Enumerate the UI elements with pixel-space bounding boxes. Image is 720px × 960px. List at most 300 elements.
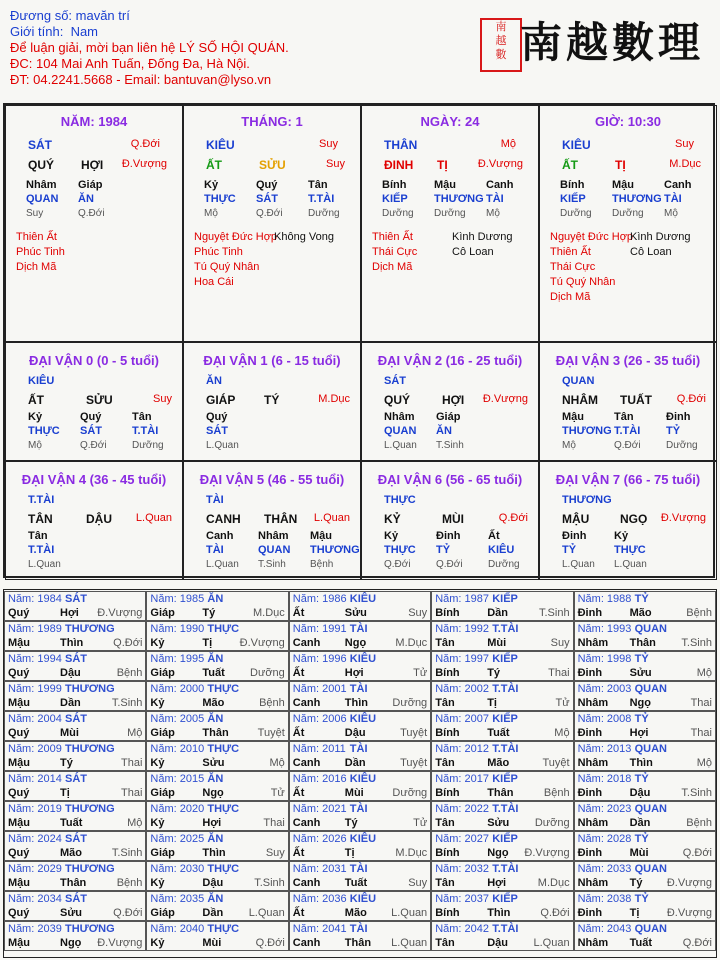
year-god: TÀI xyxy=(349,863,368,875)
year-stage: Thai xyxy=(120,787,143,799)
year-label: Năm: 2005 xyxy=(150,713,205,725)
year-can: Bính xyxy=(435,607,460,619)
year-chi: Hợi xyxy=(487,877,507,889)
year-can: Canh xyxy=(292,817,321,829)
hidden-stem: Canh xyxy=(206,530,234,542)
year-cell xyxy=(146,801,288,831)
hidden-stage: Mộ xyxy=(204,208,218,219)
dai-van-can: TÂN xyxy=(28,512,53,526)
year-label: Năm: 1994 xyxy=(8,653,62,665)
pillar-can: ẤT xyxy=(206,158,222,172)
year-stage: Q.Đới xyxy=(113,637,143,649)
year-label: Năm: 2042 xyxy=(435,923,489,935)
year-can: Bính xyxy=(435,787,460,799)
hidden-stem: Quý xyxy=(256,179,278,191)
hidden-god: T.TÀI xyxy=(308,193,335,205)
hidden-stem: Đinh xyxy=(666,411,691,423)
address-line: ĐC: 104 Mai Anh Tuấn, Đống Đa, Hà Nội. xyxy=(10,56,250,71)
pillar-god: KIÊU xyxy=(562,138,591,152)
pillar-chi: TỊ xyxy=(437,158,448,172)
dai-van-status: Q.Đới xyxy=(498,512,528,524)
year-chi: Tuất xyxy=(60,817,83,829)
year-stage: Dưỡng xyxy=(392,787,428,799)
year-stage: Thai xyxy=(690,697,712,709)
year-chi: Ngọ xyxy=(60,937,82,949)
year-label: Năm: 1989 xyxy=(8,623,62,635)
year-label: Năm: 1998 xyxy=(577,653,632,665)
year-can: Tân xyxy=(435,877,455,889)
year-cell xyxy=(4,621,146,651)
year-chi: Tị xyxy=(202,637,213,649)
hidden-god: T.TÀI xyxy=(614,425,641,437)
hidden-god: ĂN xyxy=(436,425,452,437)
hidden-stem: Tân xyxy=(132,411,152,423)
year-chi: Mão xyxy=(202,697,225,709)
year-god: KIẾP xyxy=(492,833,518,845)
dai-van-god: QUAN xyxy=(562,375,595,387)
year-chi: Mùi xyxy=(60,727,79,739)
hidden-stem: Mậu xyxy=(434,179,456,191)
pillar-god-side: Q.Đới xyxy=(130,138,160,150)
hidden-stage: Dưỡng xyxy=(488,559,520,570)
pillar-status: Suy xyxy=(326,158,345,170)
year-god: SÁT xyxy=(65,893,87,905)
year-chi: Tuất xyxy=(202,667,225,679)
year-cell xyxy=(574,711,716,741)
year-cell xyxy=(146,711,288,741)
year-cell xyxy=(4,591,146,621)
hidden-stem: Đinh xyxy=(562,530,587,542)
dai-van-cell xyxy=(361,342,539,461)
hidden-stem: Nhâm xyxy=(258,530,289,542)
year-can: Nhâm xyxy=(577,937,609,949)
hidden-god: THƯƠNG xyxy=(434,193,484,205)
year-god: T.TÀI xyxy=(492,623,519,635)
dai-van-title: ĐẠI VẬN 5 (46 - 55 tuổi) xyxy=(199,472,345,487)
dai-van-status: Suy xyxy=(153,393,172,405)
dai-van-chi: SỬU xyxy=(86,393,113,407)
year-label: Năm: 2023 xyxy=(577,803,632,815)
year-cell xyxy=(4,711,146,741)
dai-van-god: T.TÀI xyxy=(28,494,55,506)
year-label: Năm: 2017 xyxy=(435,773,489,785)
year-cell xyxy=(146,861,288,891)
hidden-stage: L.Quan xyxy=(28,559,61,570)
year-cell xyxy=(574,921,716,951)
year-label: Năm: 2004 xyxy=(8,713,62,725)
year-cell xyxy=(431,891,573,921)
hidden-stage: L.Quan xyxy=(206,440,239,451)
pillar-title: THÁNG: 1 xyxy=(241,114,303,129)
year-chi: Thìn xyxy=(202,847,226,859)
year-stage: Tuyệt xyxy=(400,757,428,769)
year-stage: Thai xyxy=(120,757,143,769)
year-chi: Thìn xyxy=(487,907,511,919)
hidden-stem: Kỷ xyxy=(28,411,43,423)
year-stage: Tuyệt xyxy=(257,727,285,739)
year-chi: Dần xyxy=(629,817,651,829)
hidden-stem: Kỷ xyxy=(614,530,629,542)
hidden-stem: Giáp xyxy=(436,411,461,423)
year-stage: Mộ xyxy=(269,757,285,769)
dai-van-title: ĐẠI VẬN 0 (0 - 5 tuổi) xyxy=(28,353,159,368)
year-can: Ất xyxy=(292,907,305,919)
year-can: Kỷ xyxy=(150,877,165,889)
year-label: Năm: 1990 xyxy=(150,623,205,635)
dai-van-status: M.Dục xyxy=(318,393,350,405)
year-chi: Sửu xyxy=(487,817,510,829)
dai-van-can: CANH xyxy=(206,512,241,526)
year-can: Đinh xyxy=(577,607,603,619)
year-stage: Đ.Vượng xyxy=(666,877,712,889)
year-god: KIẾP xyxy=(492,653,518,665)
pillar-status: M.Dục xyxy=(669,158,701,170)
year-can: Đinh xyxy=(577,667,603,679)
year-stage: Q.Đới xyxy=(540,907,570,919)
year-can: Quý xyxy=(8,787,30,799)
year-chi: Tị xyxy=(629,907,640,919)
hidden-stage: Mộ xyxy=(28,440,42,451)
year-can: Kỷ xyxy=(150,637,165,649)
year-can: Tân xyxy=(435,757,455,769)
hidden-stem: Tân xyxy=(308,179,328,191)
hidden-god: SÁT xyxy=(256,193,278,205)
year-can: Ất xyxy=(292,787,305,799)
year-label: Năm: 2020 xyxy=(150,803,205,815)
year-label: Năm: 2025 xyxy=(150,833,205,845)
year-chi: Tuất xyxy=(629,937,652,949)
star-label: Thái Cực xyxy=(550,261,596,273)
year-stage: Đ.Vượng xyxy=(239,637,285,649)
hidden-stage: Dưỡng xyxy=(434,208,466,219)
year-chi: Tý xyxy=(60,757,73,769)
hidden-stage: Suy xyxy=(26,208,44,219)
year-can: Giáp xyxy=(150,727,175,739)
year-chi: Tý xyxy=(629,877,643,889)
dai-van-status: L.Quan xyxy=(135,512,172,524)
year-stage: Bệnh xyxy=(116,667,143,679)
year-god: THỰC xyxy=(207,803,240,815)
year-label: Năm: 1997 xyxy=(435,653,489,665)
year-label: Năm: 1985 xyxy=(150,593,205,605)
year-can: Nhâm xyxy=(577,817,609,829)
year-stage: T.Sinh xyxy=(681,787,712,799)
year-can: Đinh xyxy=(577,907,603,919)
year-can: Kỷ xyxy=(150,697,165,709)
year-cell xyxy=(431,801,573,831)
year-chi: Tuất xyxy=(344,877,368,889)
pillar-cell xyxy=(183,105,361,342)
year-chi: Dần xyxy=(344,757,366,769)
year-stage: L.Quan xyxy=(391,937,428,949)
pillar-chi: SỬU xyxy=(259,158,286,172)
year-god: SÁT xyxy=(65,653,87,665)
year-can: Bính xyxy=(435,727,460,739)
year-can: Mậu xyxy=(8,697,30,709)
year-label: Năm: 2011 xyxy=(292,743,346,755)
star-label: Dịch Mã xyxy=(372,261,413,273)
pillar-title: GIỜ: 10:30 xyxy=(594,114,661,129)
year-cell xyxy=(289,621,431,651)
year-chi: Thìn xyxy=(60,637,84,649)
year-cell xyxy=(289,801,431,831)
year-chi: Hợi xyxy=(60,607,79,619)
dai-van-god: SÁT xyxy=(384,375,406,387)
year-god: KIẾP xyxy=(492,893,518,905)
year-label: Năm: 2001 xyxy=(292,683,347,695)
year-can: Bính xyxy=(435,667,460,679)
year-stage: M.Dục xyxy=(395,847,428,859)
year-stage: L.Quan xyxy=(248,907,285,919)
year-stage: Thai xyxy=(548,667,570,679)
year-stage: Dưỡng xyxy=(534,817,570,829)
year-god: KIẾP xyxy=(492,773,518,785)
year-can: Quý xyxy=(8,607,30,619)
year-cell xyxy=(146,621,288,651)
year-can: Canh xyxy=(292,937,321,949)
hidden-stage: L.Quan xyxy=(562,559,595,570)
hidden-god: TỶ xyxy=(436,544,451,556)
year-chi: Dậu xyxy=(202,877,224,889)
year-god: KIẾP xyxy=(492,593,518,605)
year-can: Mậu xyxy=(8,937,30,949)
year-cell xyxy=(289,681,431,711)
year-cell xyxy=(146,591,288,621)
year-cell xyxy=(146,771,288,801)
year-god: KIÊU xyxy=(349,653,377,665)
hidden-stem: Ất xyxy=(488,530,500,542)
year-label: Năm: 2016 xyxy=(292,773,347,785)
year-chi: Dần xyxy=(487,607,508,619)
year-cell xyxy=(146,741,288,771)
year-label: Năm: 2018 xyxy=(577,773,632,785)
hidden-stage: Q.Đới xyxy=(614,440,641,451)
year-god: KIÊU xyxy=(349,593,377,605)
dai-van-title: ĐẠI VẬN 1 (6 - 15 tuổi) xyxy=(203,353,341,368)
year-stage: Tử xyxy=(555,697,570,709)
pillar-can: QUÝ xyxy=(28,158,55,172)
year-stage: Thai xyxy=(263,817,285,829)
dai-van-title: ĐẠI VẬN 4 (36 - 45 tuổi) xyxy=(21,472,167,487)
hidden-stem: Nhâm xyxy=(26,179,57,191)
year-label: Năm: 2029 xyxy=(8,863,62,875)
year-cell xyxy=(289,891,431,921)
year-cell xyxy=(574,861,716,891)
dai-van-can: MẬU xyxy=(562,512,590,526)
hidden-stage: L.Quan xyxy=(206,559,239,570)
year-god: ĂN xyxy=(207,593,224,605)
year-god: TÀI xyxy=(349,623,368,635)
year-chi: Hợi xyxy=(629,727,649,739)
year-stage: Tử xyxy=(270,787,285,799)
star-label: Thiên Ất xyxy=(550,246,591,258)
hidden-stem: Bính xyxy=(560,179,585,191)
year-chi: Thân xyxy=(629,637,656,649)
dai-van-chi: HỢI xyxy=(442,393,465,407)
year-god: T.TÀI xyxy=(492,803,519,815)
year-cell xyxy=(574,621,716,651)
year-can: Giáp xyxy=(150,847,175,859)
pillar-god-side: Suy xyxy=(675,138,694,150)
dai-van-title: ĐẠI VẬN 3 (26 - 35 tuổi) xyxy=(555,353,701,368)
year-chi: Sửu xyxy=(344,607,367,619)
year-can: Ất xyxy=(292,607,305,619)
star-label: Nguyệt Đức Hợp xyxy=(550,231,634,243)
year-stage: Mộ xyxy=(554,727,570,739)
year-can: Canh xyxy=(292,757,321,769)
hidden-god: THỰC xyxy=(384,544,416,556)
year-cell xyxy=(289,921,431,951)
year-god: THƯƠNG xyxy=(65,803,115,815)
dai-van-chi: TÝ xyxy=(264,393,280,407)
star-label: Phúc Tinh xyxy=(16,246,65,258)
year-stage: Tử xyxy=(413,817,428,829)
year-cell xyxy=(146,831,288,861)
hidden-stage: Q.Đới xyxy=(436,559,463,570)
year-label: Năm: 2032 xyxy=(435,863,489,875)
year-label: Năm: 2024 xyxy=(8,833,62,845)
year-god: THƯƠNG xyxy=(65,923,115,935)
year-god: ĂN xyxy=(207,833,224,845)
year-chi: Mão xyxy=(344,907,367,919)
dai-van-cell xyxy=(183,342,361,461)
dai-van-status: Đ.Vượng xyxy=(660,512,706,524)
year-stage: M.Dục xyxy=(537,877,570,889)
star-label-2: Cô Loan xyxy=(452,246,494,258)
red-seal-icon: 南 越 數 xyxy=(480,18,522,72)
year-stage: L.Quan xyxy=(533,937,570,949)
year-chi: Thìn xyxy=(344,697,369,709)
year-stage: T.Sinh xyxy=(681,637,712,649)
year-cell xyxy=(431,591,573,621)
hidden-god: THƯƠNG xyxy=(612,193,662,205)
hidden-stage: L.Quan xyxy=(384,440,417,451)
year-stage: M.Dục xyxy=(395,637,428,649)
year-label: Năm: 1988 xyxy=(577,593,632,605)
year-can: Ất xyxy=(292,667,305,679)
year-chi: Ngọ xyxy=(487,847,509,859)
year-stage: T.Sinh xyxy=(111,847,143,859)
hidden-god: KIÊU xyxy=(488,544,515,556)
year-can: Canh xyxy=(292,697,321,709)
dai-van-can: QUÝ xyxy=(384,393,411,407)
star-label: Tú Quý Nhân xyxy=(194,261,260,273)
year-cell xyxy=(146,891,288,921)
hidden-stage: Mộ xyxy=(562,440,576,451)
year-chi: Mão xyxy=(60,847,82,859)
year-god: TÀI xyxy=(349,923,368,935)
year-label: Năm: 1986 xyxy=(292,593,347,605)
year-god: TỶ xyxy=(634,773,649,785)
year-chi: Mùi xyxy=(202,937,222,949)
year-label: Năm: 2026 xyxy=(292,833,347,845)
year-chi: Dậu xyxy=(60,667,81,679)
year-god: TÀI xyxy=(349,803,368,815)
year-chi: Dậu xyxy=(344,727,366,739)
year-cell xyxy=(4,861,146,891)
star-label: Thái Cực xyxy=(372,246,418,258)
dai-van-cell xyxy=(539,342,717,461)
year-stage: Dưỡng xyxy=(250,667,285,679)
pillars-grid xyxy=(3,103,715,578)
year-stage: Đ.Vượng xyxy=(524,847,570,859)
year-god: TỶ xyxy=(634,833,649,845)
year-stage: Bệnh xyxy=(686,607,712,619)
hidden-stem: Nhâm xyxy=(384,411,415,423)
year-cell xyxy=(289,711,431,741)
year-cell xyxy=(4,831,146,861)
dai-van-cell xyxy=(183,461,361,580)
hidden-stem: Mậu xyxy=(612,179,634,191)
year-god: THƯƠNG xyxy=(65,863,115,875)
year-chi: Sửu xyxy=(629,667,652,679)
hidden-stage: Dưỡng xyxy=(308,208,340,219)
year-chi: Tị xyxy=(344,847,355,859)
year-label: Năm: 2003 xyxy=(577,683,632,695)
year-god: SÁT xyxy=(65,593,87,605)
year-label: Năm: 2038 xyxy=(577,893,632,905)
year-cell xyxy=(574,741,716,771)
year-label: Năm: 2028 xyxy=(577,833,632,845)
hidden-god: SÁT xyxy=(80,425,102,437)
pillar-god: KIÊU xyxy=(206,138,235,152)
year-stage: Q.Đới xyxy=(113,907,143,919)
year-chi: Hợi xyxy=(344,667,364,679)
hidden-god: THƯƠNG xyxy=(310,544,360,556)
year-cell xyxy=(146,681,288,711)
year-label: Năm: 2040 xyxy=(150,923,205,935)
hidden-stage: T.Sinh xyxy=(436,440,464,451)
star-label-2: Không Vong xyxy=(274,231,334,243)
header xyxy=(10,8,289,88)
hidden-stage: Q.Đới xyxy=(78,208,105,219)
year-god: TỶ xyxy=(634,593,649,605)
hidden-stem: Canh xyxy=(664,179,692,191)
year-label: Năm: 2036 xyxy=(292,893,347,905)
star-label-2: Kình Dương xyxy=(452,231,513,243)
star-label: Dịch Mã xyxy=(16,261,57,273)
hidden-stage: Mộ xyxy=(664,208,678,219)
year-can: Giáp xyxy=(150,787,175,799)
year-stage: Bệnh xyxy=(116,877,143,889)
year-label: Năm: 1993 xyxy=(577,623,632,635)
year-cell xyxy=(4,741,146,771)
year-god: KIÊU xyxy=(349,773,377,785)
dai-van-can: NHÂM xyxy=(562,393,598,407)
year-label: Năm: 1996 xyxy=(292,653,347,665)
year-chi: Ngọ xyxy=(202,787,224,799)
star-label: Tú Quý Nhân xyxy=(550,276,616,288)
year-chi: Tị xyxy=(487,697,497,709)
year-chi: Tị xyxy=(60,787,70,799)
year-chi: Dậu xyxy=(487,937,508,949)
year-label: Năm: 2013 xyxy=(577,743,632,755)
year-god: ĂN xyxy=(207,713,224,725)
year-can: Đinh xyxy=(577,847,603,859)
hidden-stem: Kỷ xyxy=(384,530,399,542)
year-stage: Đ.Vượng xyxy=(97,937,143,949)
year-chi: Thân xyxy=(487,787,514,799)
hidden-stage: Q.Đới xyxy=(384,559,411,570)
year-cell xyxy=(289,741,431,771)
year-chi: Dậu xyxy=(629,787,651,799)
year-stage: T.Sinh xyxy=(111,697,143,709)
year-stage: M.Dục xyxy=(253,607,285,619)
year-can: Tân xyxy=(435,697,455,709)
year-cell xyxy=(4,891,146,921)
hidden-stage: Bệnh xyxy=(310,559,334,570)
year-cell xyxy=(289,831,431,861)
